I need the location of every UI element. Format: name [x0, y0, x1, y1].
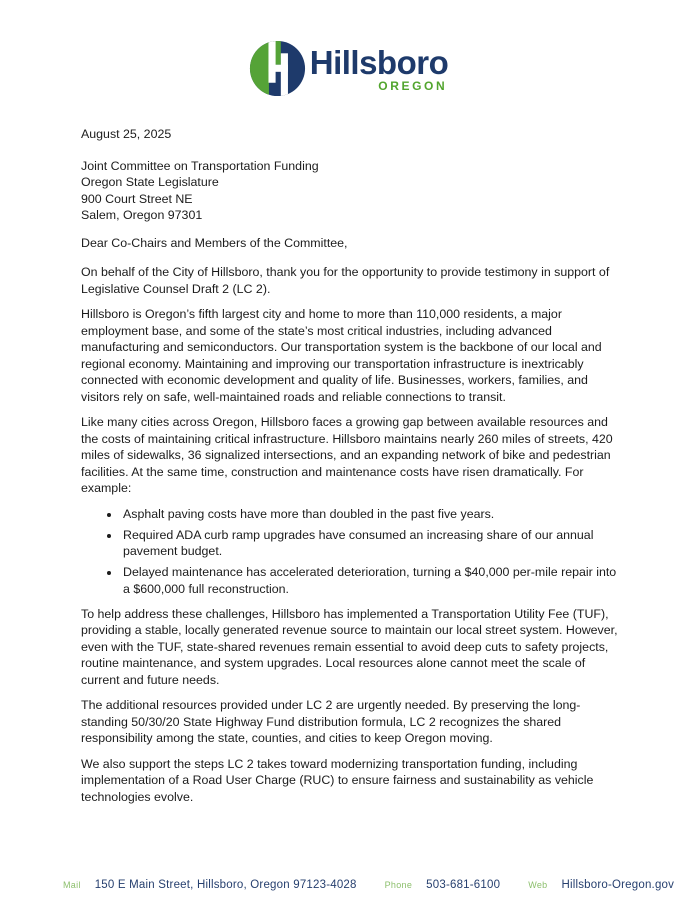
logo-city-name: Hillsboro: [309, 43, 449, 81]
letter-date: August 25, 2025: [81, 127, 172, 141]
recipient-line-legislature: Oregon State Legislature: [81, 175, 219, 189]
phone-value: 503-681-6100: [426, 879, 501, 891]
paragraph-city-profile: Hillsboro is Oregon’s fifth largest city and home to more than 110,000 residents, a major employment base, and some of the state’s most critical industries, including advanced manufacturing and semiconductors. Our transportation system is the backbone of our local and regional economy. Maintaining and improving our transportation infrastructure is inextricably connected with economic development and quality of life. Businesses, workers, families, and visitors rely on safe, well-maintained roads and reliable connections to transit.: [81, 307, 602, 404]
letter-body: [81, 126, 622, 814]
web-value: Hillsboro-Oregon.gov: [561, 879, 675, 891]
paragraph-intro: On behalf of the City of Hillsboro, thank you for the opportunity to provide testimony in support of Legislative Counsel Draft 2 (LC 2).: [81, 265, 610, 296]
letterhead: [0, 40, 697, 97]
logo-wordmark: [309, 43, 449, 93]
phone-label: Phone: [384, 880, 413, 890]
salutation: Dear Co-Chairs and Members of the Committee,: [81, 235, 348, 250]
recipient-line-committee: Joint Committee on Transportation Funding: [81, 158, 319, 173]
paragraph-lc2-resources: The additional resources provided under LC 2 are urgently needed. By preserving the long-standing 50/30/20 State Highway Fund distribution formula, LC 2 recognizes the shared responsibility among the state, counties, and cities to keep Oregon moving.: [81, 698, 581, 746]
recipient-line-street: 900 Court Street NE: [81, 191, 193, 206]
paragraph-tuf: To help address these challenges, Hillsboro has implemented a Transportation Utility Fee (TUF), providing a stable, locally generated revenue source to maintain our local street system. However, even with the TUF, state-shared revenues remain essential to avoid deep cuts to safety projects, routine maintenance, and system upgrades. Local resources alone cannot meet the scale of current and future needs.: [81, 606, 618, 687]
cost-examples-list: [81, 506, 622, 597]
web-label: Web: [528, 880, 548, 890]
logo-state-tagline: OREGON: [378, 78, 448, 93]
mail-value: 150 E Main Street, Hillsboro, Oregon 97123-4028: [94, 879, 357, 891]
recipient-line-city: Salem, Oregon 97301: [81, 208, 203, 222]
hillsboro-h-icon: [249, 40, 306, 97]
letter-footer: [63, 879, 674, 891]
recipient-address: [81, 158, 622, 224]
list-item: • Required ADA curb ramp upgrades have consumed an increasing share of our annual pavement budget.: [121, 527, 622, 560]
list-item: • Asphalt paving costs have more than doubled in the past five years.: [121, 506, 622, 522]
paragraph-funding-gap: Like many cities across Oregon, Hillsboro faces a growing gap between available resources and the costs of maintaining critical infrastructure. Hillsboro maintains nearly 260 miles of streets, 420 miles of sidewalks, 36 signalized intersections, and an expanding network of bike and pedestrian facilities. At the same time, construction and maintenance costs have risen dramatically. For example:: [81, 415, 613, 495]
mail-label: Mail: [63, 880, 81, 890]
paragraph-ruc: We also support the steps LC 2 takes toward modernizing transportation funding, including implementation of a Road User Charge (RUC) to ensure fairness and sustainability as vehicle technologies evolve.: [81, 756, 594, 804]
hillsboro-logo: [249, 40, 449, 97]
list-item: • Delayed maintenance has accelerated deterioration, turning a $40,000 per-mile repair into a $600,000 full reconstruction.: [121, 564, 622, 597]
